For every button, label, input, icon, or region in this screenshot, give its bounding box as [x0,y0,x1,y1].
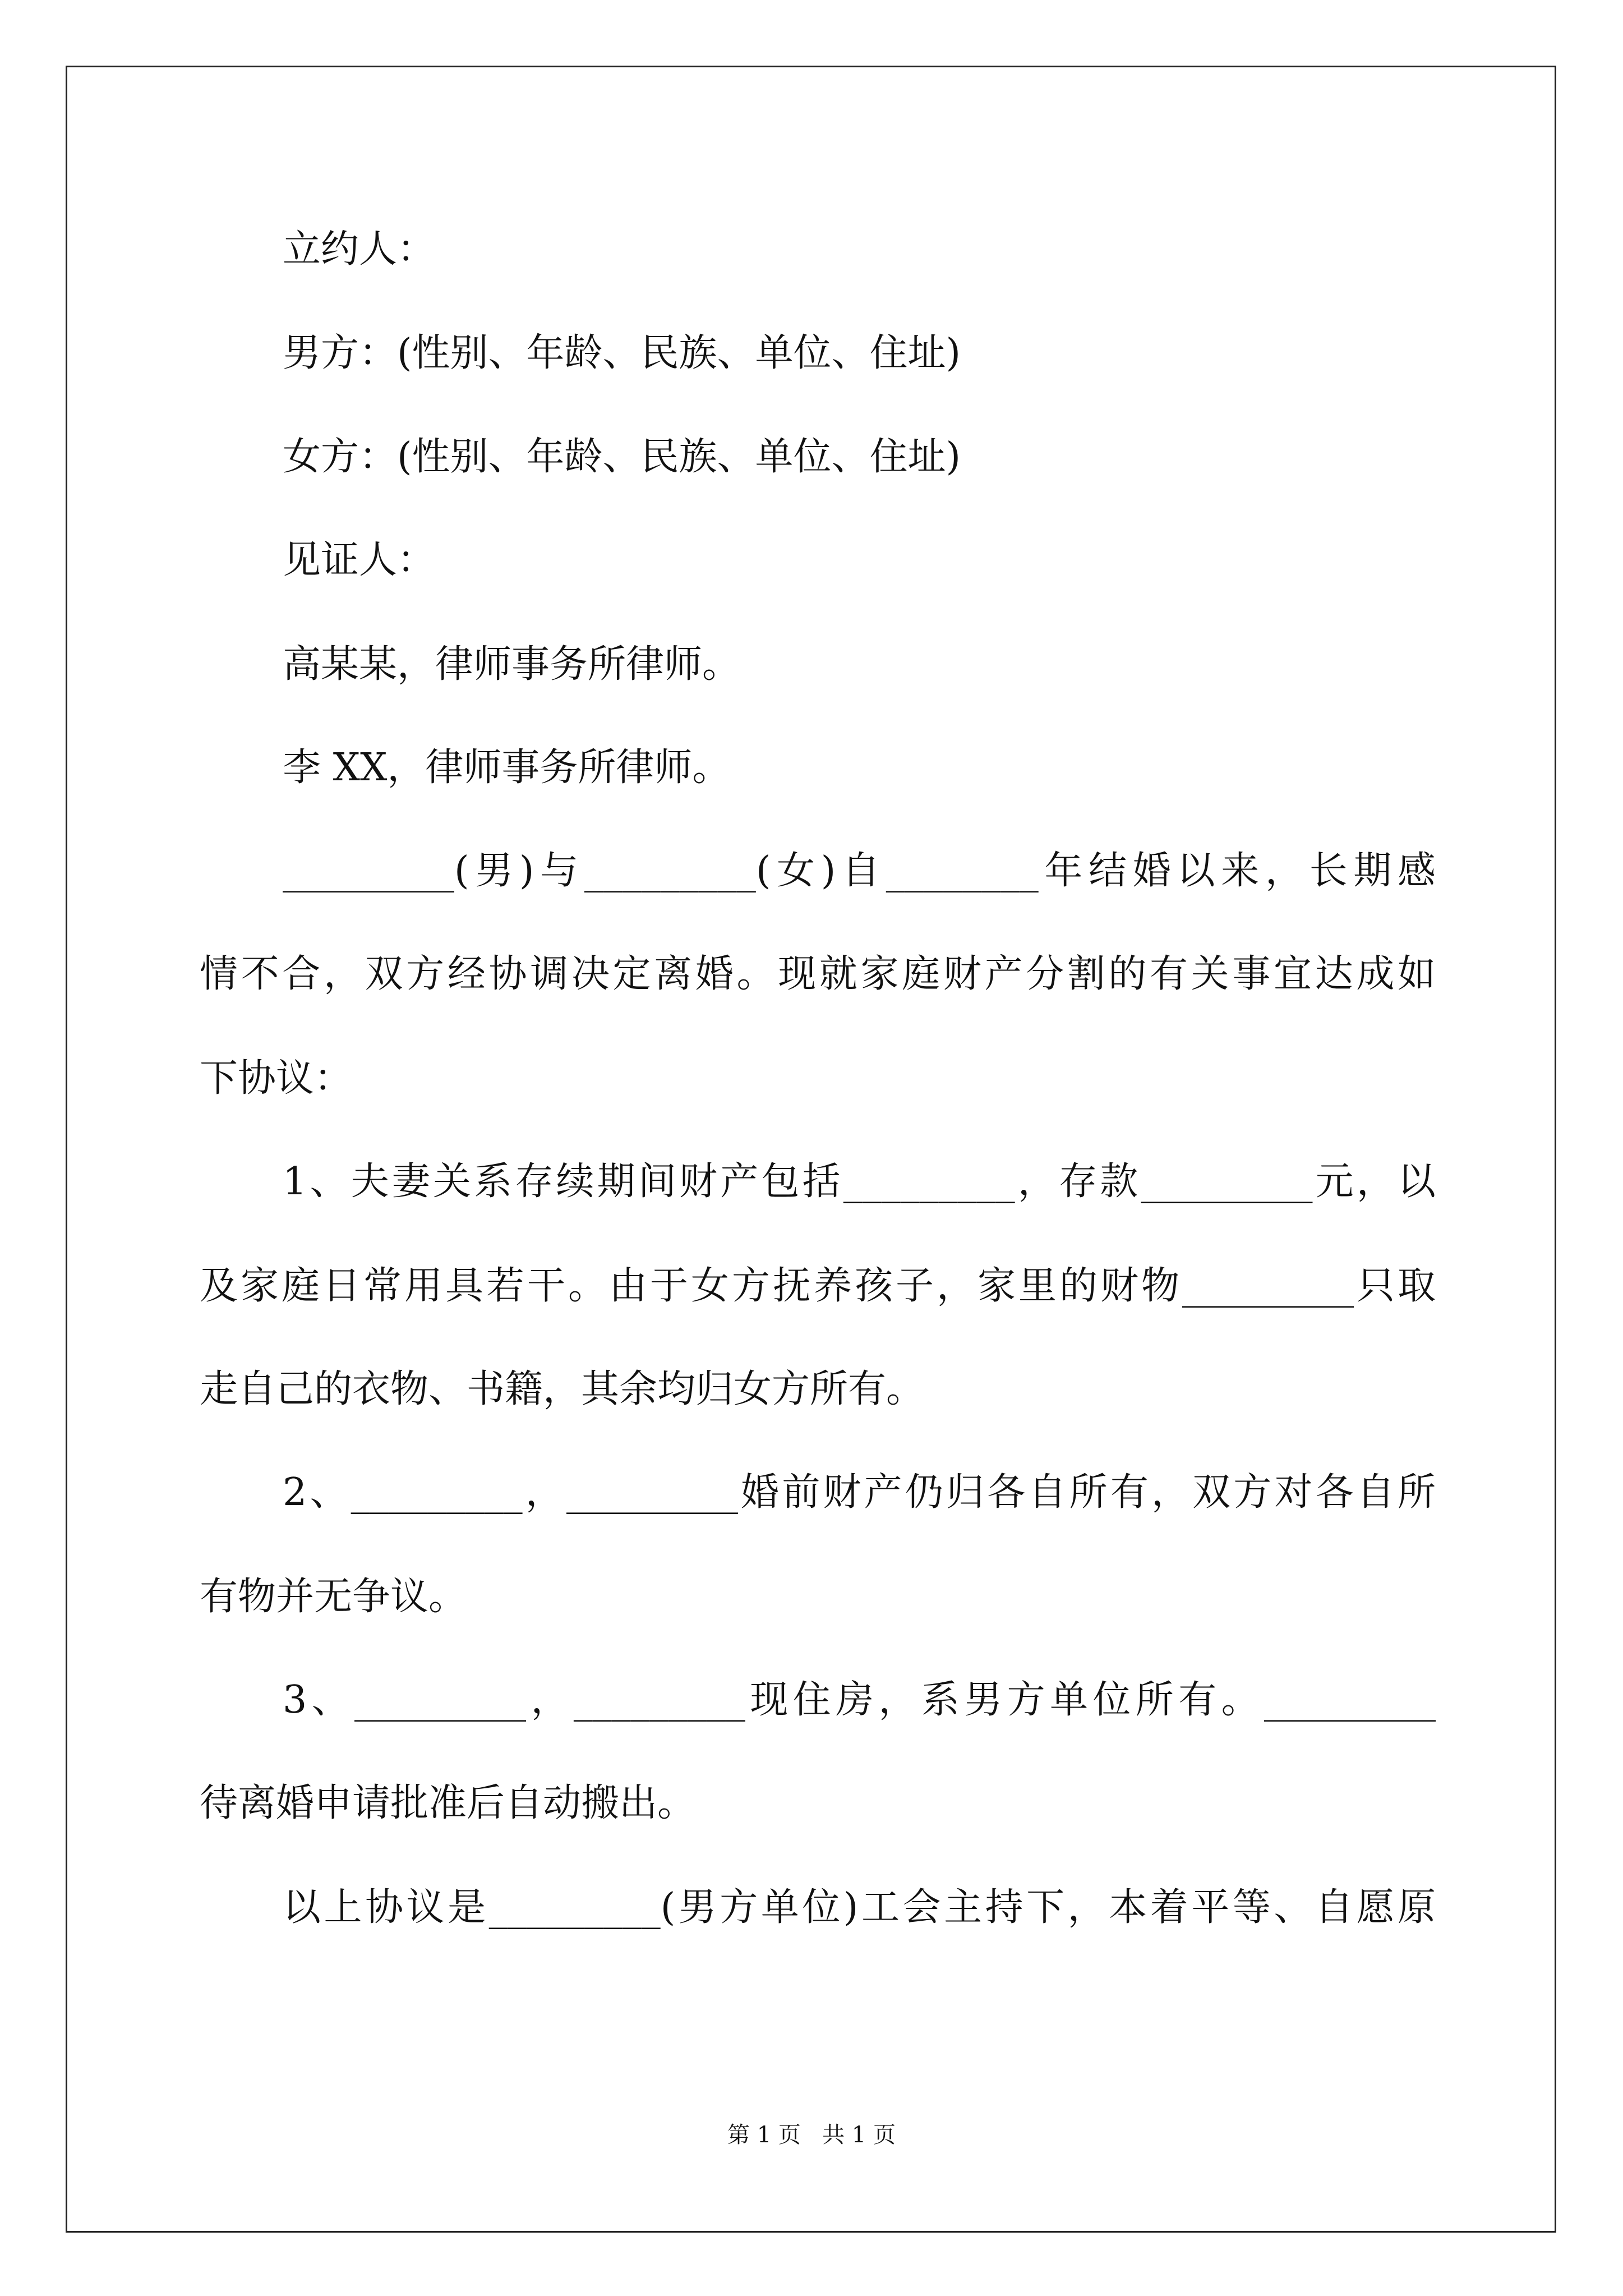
text-line: 下协议： [200,1056,353,1101]
text-line: 见证人： [283,538,436,582]
text-line: 1、夫妻关系存续期间财产包括_________，存款_________元，以 [283,1159,1436,1204]
text-line: 3、_________，_________现住房，系男方单位所有。_________ [283,1678,1436,1722]
page-number-footer: 第 1 页 共 1 页 [727,2122,896,2148]
text-line: 男方：(性别、年龄、民族、单位、住址) [283,331,961,375]
text-line: _________(男)与_________(女)自________年结婚以来，长期感 [283,849,1436,893]
text-line: 情不合，双方经协调决定离婚。现就家庭财产分割的有关事宜达成如 [200,952,1436,996]
text-line: 走自己的衣物、书籍，其余均归女方所有。 [200,1367,925,1411]
text-line: 2、_________，_________婚前财产仍归各自所有，双方对各自所 [283,1470,1436,1515]
text-line: 立约人： [283,227,436,272]
text-line: 女方：(性别、年龄、民族、单位、住址) [283,435,961,479]
text-line: 有物并无争议。 [200,1575,467,1619]
text-line: 待离婚申请批准后自动搬出。 [200,1781,696,1825]
text-line: 以上协议是_________(男方单位)工会主持下，本着平等、自愿原 [283,1885,1436,1930]
text-line: 及家庭日常用具若干。由于女方抚养孩子，家里的财物_________只取 [200,1264,1436,1308]
text-line: 高某某，律师事务所律师。 [283,642,741,687]
text-line: 李 XX，律师事务所律师。 [283,746,731,790]
